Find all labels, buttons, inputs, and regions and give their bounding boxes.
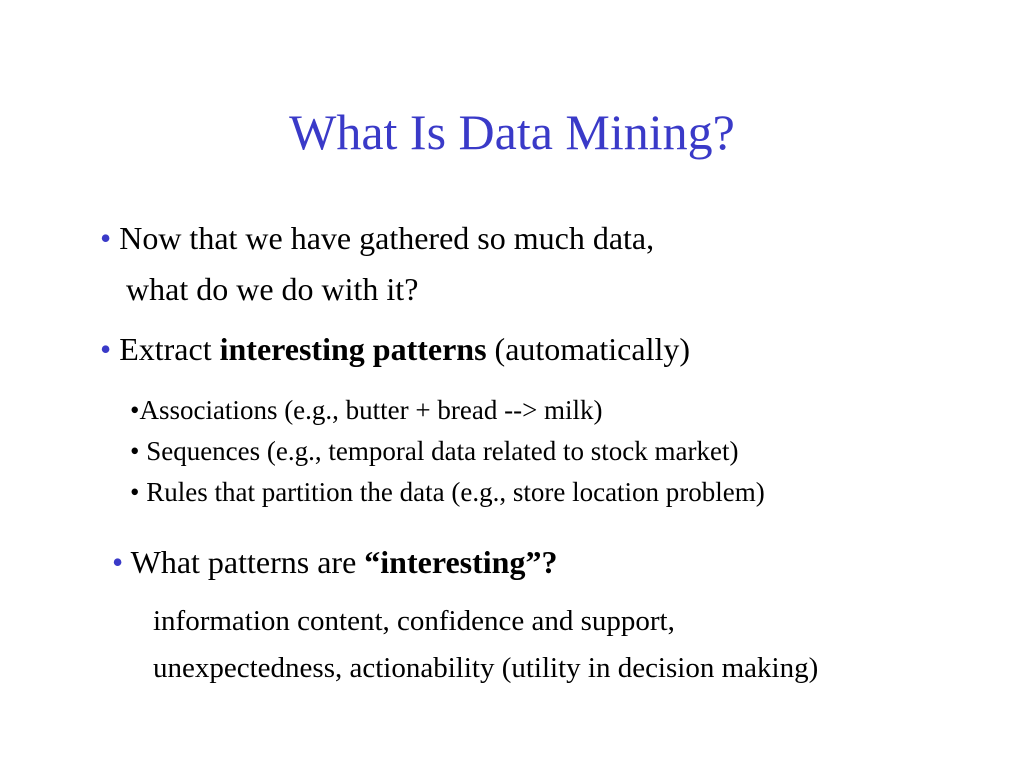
slide-title: What Is Data Mining? (289, 104, 735, 160)
bullet-dot-icon: • (112, 544, 124, 580)
bullet-3-text-before: What patterns are (130, 544, 365, 580)
sub-bullet-rules: • Rules that partition the data (e.g., store location problem) (130, 477, 765, 507)
answer-line-2: unexpectedness, actionability (utility in decision making) (153, 652, 819, 684)
bullet-2-text-before: Extract (119, 331, 220, 367)
bullet-1-text: Now that we have gathered so much data, (119, 220, 655, 256)
bullet-3 (112, 543, 557, 581)
sub-bullet-sequences: • Sequences (e.g., temporal data related to stock market) (130, 436, 739, 466)
bullet-dot-icon: • (100, 220, 112, 256)
bullet-3-emphasis: “interesting”? (364, 544, 558, 580)
bullet-2-emphasis: interesting patterns (219, 331, 487, 367)
bullet-2 (100, 330, 690, 368)
bullet-1-line-2: what do we do with it? (126, 271, 419, 307)
sub-bullet-associations: •Associations (e.g., butter + bread --> milk) (130, 395, 603, 425)
bullet-1-line-1 (100, 219, 654, 257)
answer-line-1: information content, confidence and support, (153, 605, 675, 637)
bullet-2-text-after: (automatically) (486, 331, 690, 367)
bullet-dot-icon: • (100, 331, 112, 367)
